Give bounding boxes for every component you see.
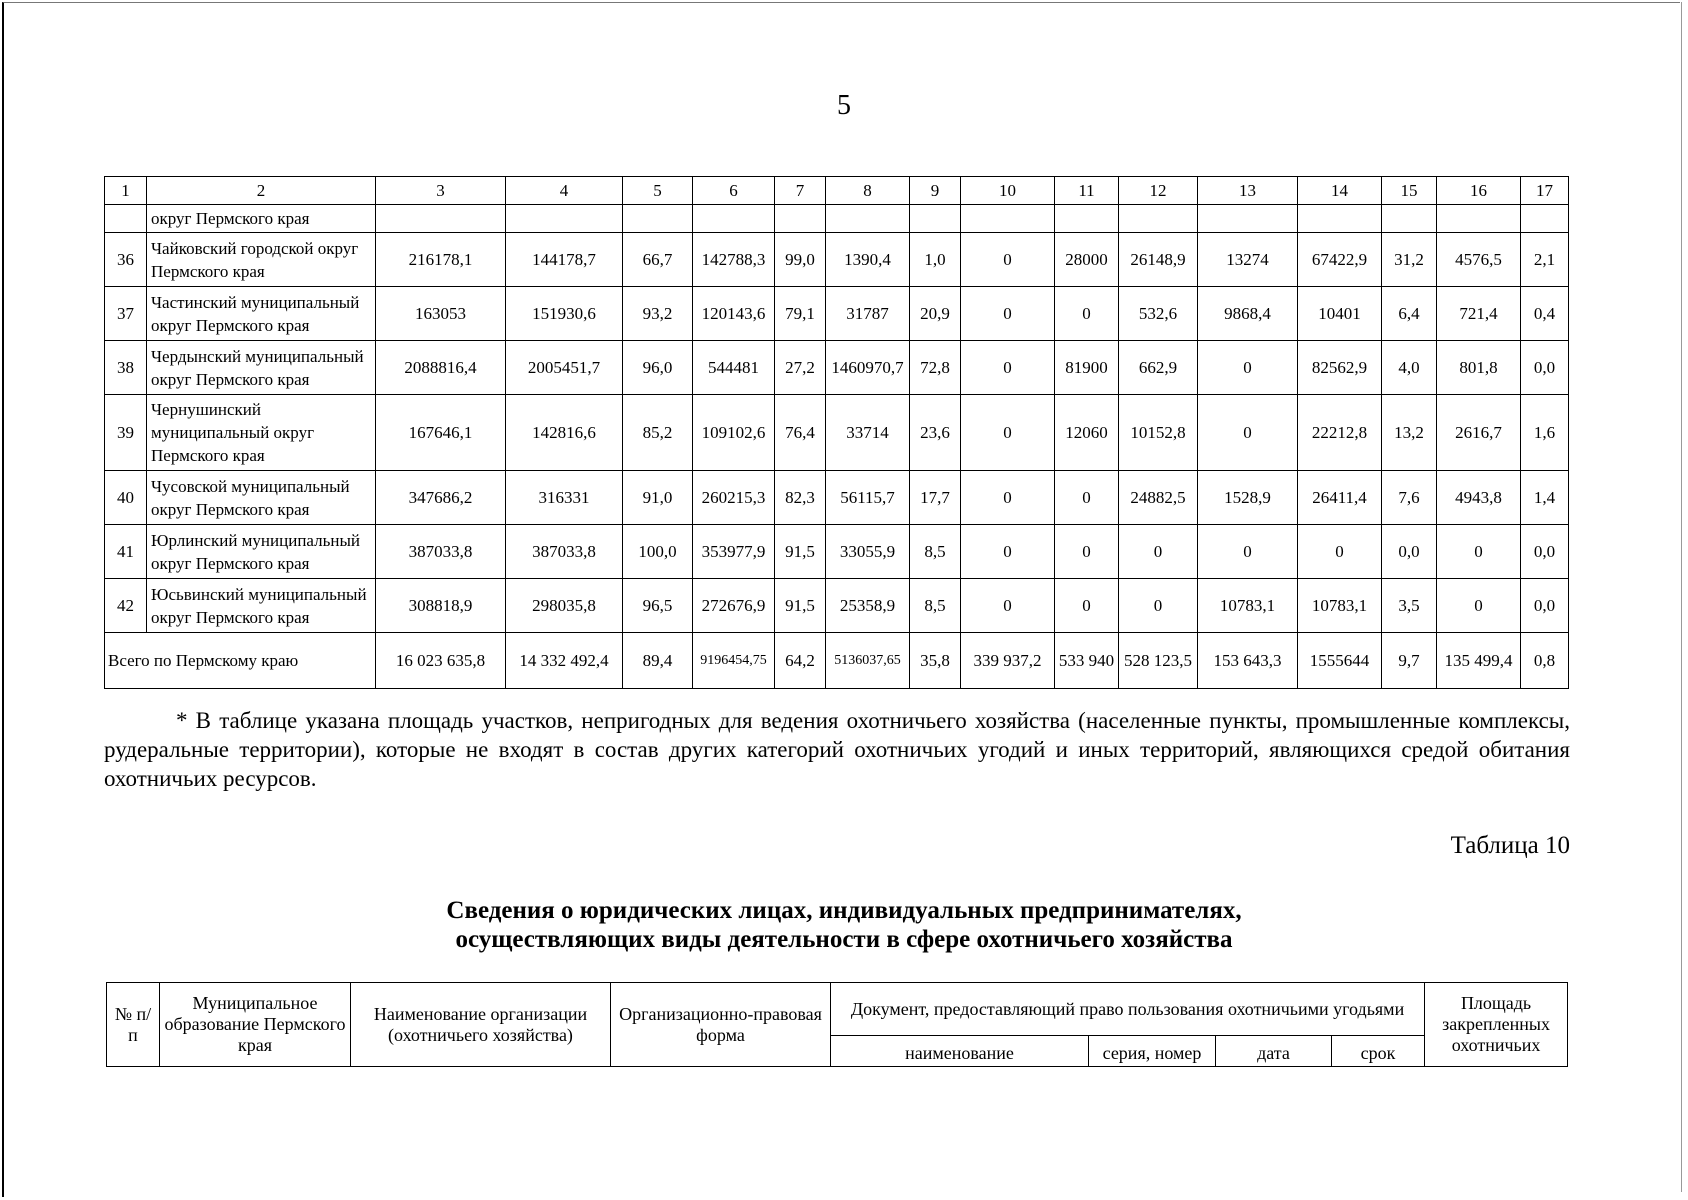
total-value-cell: 339 937,2 [961,633,1055,689]
total-value-cell: 5136037,65 [826,633,910,689]
value-cell: 0 [1298,525,1382,579]
value-cell: 1528,9 [1198,471,1298,525]
total-value-cell: 9,7 [1382,633,1437,689]
value-cell: 387033,8 [506,525,623,579]
value-cell: 8,5 [910,525,961,579]
value-cell: 8,5 [910,579,961,633]
value-cell: 532,6 [1119,287,1198,341]
column-number-cell: 1 [105,177,147,205]
row-number-cell: 37 [105,287,147,341]
value-cell [910,205,961,233]
total-value-cell: 0,8 [1521,633,1569,689]
column-number-cell: 7 [775,177,826,205]
table-10-label: Таблица 10 [1450,832,1570,859]
value-cell: 33714 [826,395,910,471]
value-cell: 0,0 [1521,525,1569,579]
value-cell [506,205,623,233]
value-cell: 163053 [376,287,506,341]
value-cell: 72,8 [910,341,961,395]
value-cell: 272676,9 [693,579,775,633]
value-cell [623,205,693,233]
value-cell: 721,4 [1437,287,1521,341]
column-number-cell: 8 [826,177,910,205]
header-doc-series: серия, номер [1089,1036,1216,1067]
value-cell: 0 [1055,287,1119,341]
value-cell: 0,0 [1521,341,1569,395]
value-cell: 1,4 [1521,471,1569,525]
value-cell: 4943,8 [1437,471,1521,525]
column-number-cell: 14 [1298,177,1382,205]
value-cell: 25358,9 [826,579,910,633]
value-cell: 85,2 [623,395,693,471]
column-number-cell: 12 [1119,177,1198,205]
value-cell: 13,2 [1382,395,1437,471]
row-number-cell: 39 [105,395,147,471]
municipality-name-cell: Юсьвинский муниципальный округ Пермского края [147,579,376,633]
value-cell [1198,205,1298,233]
total-label-cell: Всего по Пермскому краю [105,633,376,689]
page-number: 5 [837,90,851,121]
table-row [105,471,1569,525]
column-number-cell: 5 [623,177,693,205]
value-cell: 0 [1198,341,1298,395]
value-cell: 2005451,7 [506,341,623,395]
value-cell: 0,4 [1521,287,1569,341]
table-row [105,395,1569,471]
value-cell [1437,205,1521,233]
section-title-line-1: Сведения о юридических лицах, индивидуальных предпринимателях, [446,897,1242,924]
value-cell: 151930,6 [506,287,623,341]
column-number-cell: 13 [1198,177,1298,205]
value-cell: 26411,4 [1298,471,1382,525]
total-value-cell: 135 499,4 [1437,633,1521,689]
value-cell: 82,3 [775,471,826,525]
row-number-cell: 38 [105,341,147,395]
value-cell: 0,0 [1521,579,1569,633]
value-cell: 82562,9 [1298,341,1382,395]
header-doc-term: срок [1332,1036,1425,1067]
value-cell: 28000 [1055,233,1119,287]
column-number-cell: 2 [147,177,376,205]
value-cell [1119,205,1198,233]
column-number-cell: 17 [1521,177,1569,205]
municipality-name-cell: округ Пермского края [147,205,376,233]
value-cell: 9868,4 [1198,287,1298,341]
value-cell: 91,5 [775,525,826,579]
value-cell: 1390,4 [826,233,910,287]
header-org-name: Наименование организации (охотничьего хозяйства) [351,983,611,1067]
value-cell: 120143,6 [693,287,775,341]
value-cell: 33055,9 [826,525,910,579]
value-cell: 99,0 [775,233,826,287]
value-cell: 31,2 [1382,233,1437,287]
value-cell [1298,205,1382,233]
total-value-cell: 64,2 [775,633,826,689]
municipality-name-cell: Чайковский городской округ Пермского края [147,233,376,287]
value-cell: 24882,5 [1119,471,1198,525]
value-cell: 308818,9 [376,579,506,633]
total-value-cell: 35,8 [910,633,961,689]
table-row [105,287,1569,341]
value-cell [1055,205,1119,233]
value-cell: 0 [961,471,1055,525]
value-cell: 31787 [826,287,910,341]
value-cell: 1460970,7 [826,341,910,395]
value-cell: 298035,8 [506,579,623,633]
value-cell: 81900 [1055,341,1119,395]
value-cell: 3,5 [1382,579,1437,633]
value-cell: 26148,9 [1119,233,1198,287]
value-cell: 17,7 [910,471,961,525]
value-cell: 4,0 [1382,341,1437,395]
value-cell: 76,4 [775,395,826,471]
value-cell: 0 [961,579,1055,633]
value-cell: 66,7 [623,233,693,287]
value-cell: 109102,6 [693,395,775,471]
total-row [105,633,1569,689]
value-cell: 0 [1119,579,1198,633]
value-cell: 20,9 [910,287,961,341]
value-cell: 0 [1198,395,1298,471]
municipality-name-cell: Частинский муниципальный округ Пермского края [147,287,376,341]
column-number-cell: 4 [506,177,623,205]
header-municipality: Муниципальное образование Пермского края [160,983,351,1067]
value-cell: 0 [1119,525,1198,579]
value-cell: 353977,9 [693,525,775,579]
header-legal-form: Организационно-правовая форма [611,983,831,1067]
continuation-row [105,205,1569,233]
header-area: Площадь закрепленных охотничьих [1425,983,1568,1067]
column-number-cell: 15 [1382,177,1437,205]
value-cell: 4576,5 [1437,233,1521,287]
header-doc-date: дата [1216,1036,1332,1067]
value-cell [826,205,910,233]
municipality-name-cell: Юрлинский муниципальный округ Пермского края [147,525,376,579]
table-row [105,341,1569,395]
value-cell: 23,6 [910,395,961,471]
value-cell: 13274 [1198,233,1298,287]
total-value-cell: 153 643,3 [1198,633,1298,689]
table-row [105,579,1569,633]
value-cell: 10783,1 [1198,579,1298,633]
value-cell: 387033,8 [376,525,506,579]
hunting-grounds-table [104,176,1569,689]
row-number-cell: 41 [105,525,147,579]
total-value-cell: 89,4 [623,633,693,689]
value-cell: 12060 [1055,395,1119,471]
column-number-cell: 6 [693,177,775,205]
header-doc-name: наименование [831,1036,1089,1067]
value-cell: 22212,8 [1298,395,1382,471]
value-cell [376,205,506,233]
row-number-cell: 36 [105,233,147,287]
municipality-name-cell: Чернушинский муниципальный округ Пермского края [147,395,376,471]
value-cell: 10401 [1298,287,1382,341]
value-cell: 93,2 [623,287,693,341]
value-cell: 0 [961,287,1055,341]
value-cell: 0 [1055,579,1119,633]
column-number-cell: 9 [910,177,961,205]
value-cell: 96,5 [623,579,693,633]
value-cell: 79,1 [775,287,826,341]
row-number-cell: 40 [105,471,147,525]
value-cell: 10783,1 [1298,579,1382,633]
value-cell: 96,0 [623,341,693,395]
value-cell: 2616,7 [1437,395,1521,471]
value-cell: 10152,8 [1119,395,1198,471]
value-cell: 91,5 [775,579,826,633]
value-cell [1382,205,1437,233]
header-document: Документ, предоставляющий право пользования охотничьими угодьями [831,983,1425,1036]
legal-entities-table [106,982,1568,1067]
table-header-row [105,177,1569,205]
value-cell: 167646,1 [376,395,506,471]
value-cell: 1,0 [910,233,961,287]
value-cell: 347686,2 [376,471,506,525]
value-cell: 2088816,4 [376,341,506,395]
total-value-cell: 14 332 492,4 [506,633,623,689]
value-cell: 216178,1 [376,233,506,287]
value-cell: 0,0 [1382,525,1437,579]
total-value-cell: 1555644 [1298,633,1382,689]
section-title [0,896,1688,954]
value-cell: 100,0 [623,525,693,579]
table-row [105,525,1569,579]
header-num: № п/п [107,983,160,1067]
row-number-cell [105,205,147,233]
value-cell: 0 [1055,471,1119,525]
value-cell: 0 [961,525,1055,579]
value-cell: 2,1 [1521,233,1569,287]
value-cell: 6,4 [1382,287,1437,341]
value-cell [1521,205,1569,233]
value-cell: 0 [1198,525,1298,579]
value-cell: 56115,7 [826,471,910,525]
value-cell: 801,8 [1437,341,1521,395]
value-cell [775,205,826,233]
value-cell: 142788,3 [693,233,775,287]
value-cell: 316331 [506,471,623,525]
section-title-line-2: осуществляющих виды деятельности в сфере охотничьего хозяйства [455,926,1233,953]
total-value-cell: 9196454,75 [693,633,775,689]
column-number-cell: 11 [1055,177,1119,205]
table-footnote: * В таблице указана площадь участков, непригодных для ведения охотничьего хозяйства (населенные пункты, промышленные комплексы, рудеральные территории), которые не входят в состав других категорий охотничьих угодий и иных территорий, являющихся средой обитания охотничьих ресурсов. [104,708,1570,791]
value-cell: 27,2 [775,341,826,395]
value-cell: 0 [961,233,1055,287]
value-cell: 0 [1437,525,1521,579]
value-cell: 0 [961,341,1055,395]
municipality-name-cell: Чусовской муниципальный округ Пермского края [147,471,376,525]
value-cell [693,205,775,233]
total-value-cell: 533 940 [1055,633,1119,689]
value-cell: 260215,3 [693,471,775,525]
value-cell: 0 [961,395,1055,471]
value-cell: 91,0 [623,471,693,525]
column-number-cell: 10 [961,177,1055,205]
value-cell: 0 [1437,579,1521,633]
value-cell: 7,6 [1382,471,1437,525]
value-cell: 544481 [693,341,775,395]
table-row [105,233,1569,287]
value-cell: 144178,7 [506,233,623,287]
value-cell: 1,6 [1521,395,1569,471]
column-number-cell: 16 [1437,177,1521,205]
row-number-cell: 42 [105,579,147,633]
page-frame-right [1681,2,1682,1192]
value-cell: 662,9 [1119,341,1198,395]
value-cell: 142816,6 [506,395,623,471]
value-cell [961,205,1055,233]
municipality-name-cell: Чердынский муниципальный округ Пермского края [147,341,376,395]
value-cell: 0 [1055,525,1119,579]
column-number-cell: 3 [376,177,506,205]
value-cell: 67422,9 [1298,233,1382,287]
total-value-cell: 528 123,5 [1119,633,1198,689]
total-value-cell: 16 023 635,8 [376,633,506,689]
